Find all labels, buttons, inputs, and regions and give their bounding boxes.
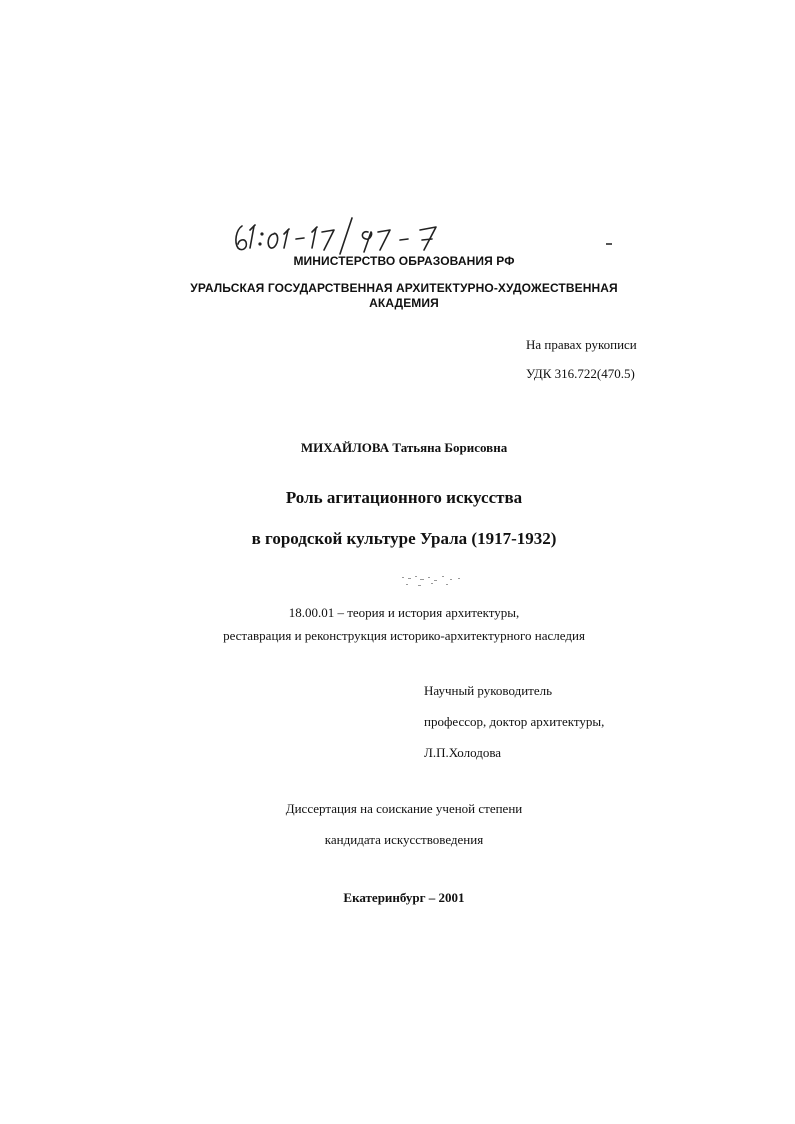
specialty-line2: реставрация и реконструкция историко-архитектурного наследия xyxy=(223,628,585,643)
academy-heading-line2: АКАДЕМИЯ xyxy=(369,296,439,310)
degree-statement-line2: кандидата искусствоведения xyxy=(324,832,484,847)
dissertation-title-line1: Роль агитационного искусства xyxy=(285,488,523,507)
ministry-heading: МИНИСТЕРСТВО ОБРАЗОВАНИЯ РФ xyxy=(293,254,515,268)
degree-statement-line1: Диссертация на соискание ученой степени xyxy=(285,801,523,816)
handwritten-stamp-number xyxy=(228,212,478,258)
author-name: МИХАЙЛОВА Татьяна Борисовна xyxy=(300,440,508,455)
dissertation-title-line2: в городской культуре Урала (1917-1932) xyxy=(251,529,557,548)
scan-speck xyxy=(606,243,612,245)
manuscript-rights-note: На правах рукописи xyxy=(526,337,637,352)
academy-heading-line1: УРАЛЬСКАЯ ГОСУДАРСТВЕННАЯ АРХИТЕКТУРНО-ХУДОЖЕСТВЕННАЯ xyxy=(190,281,618,295)
supervisor-degree: профессор, доктор архитектуры, xyxy=(424,714,605,729)
supervisor-name: Л.П.Холодова xyxy=(424,745,502,760)
handwritten-signature-icon xyxy=(228,212,478,258)
supervisor-label: Научный руководитель xyxy=(424,683,553,698)
city-year: Екатеринбург – 2001 xyxy=(343,890,465,905)
udk-code: УДК 316.722(470.5) xyxy=(526,366,635,381)
specialty-line1: 18.00.01 – теория и история архитектуры, xyxy=(288,605,520,620)
scan-noise xyxy=(398,574,468,588)
